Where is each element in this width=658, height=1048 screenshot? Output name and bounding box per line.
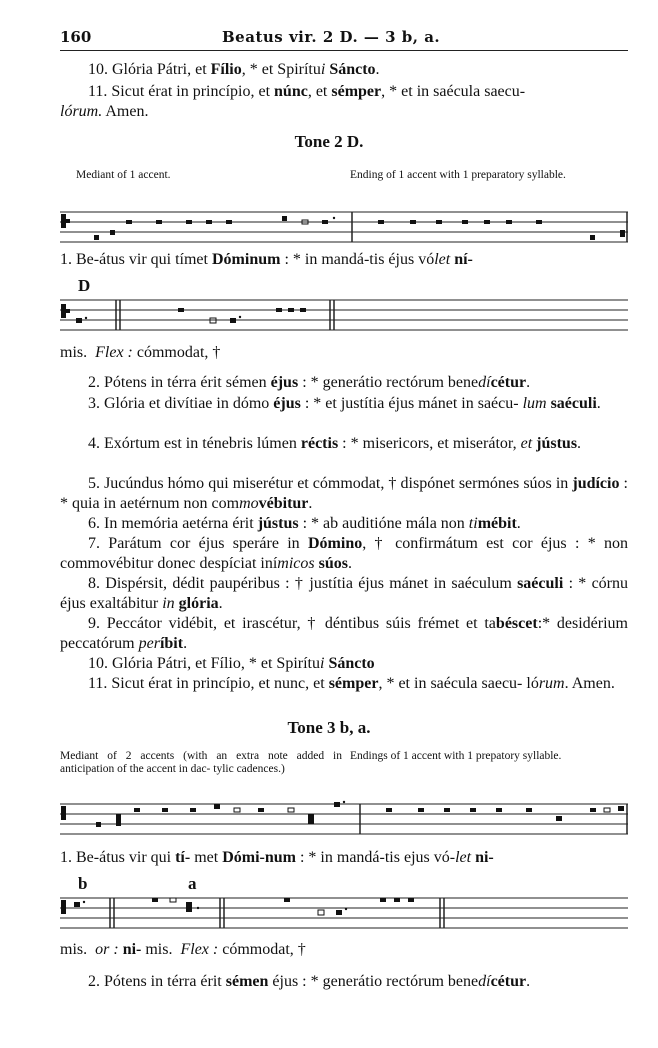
tone2-verse-4: 4. Exórtum est in ténebris lúmen réctis : * misericors, et miserátor, et jústus. bbox=[88, 435, 582, 452]
tone3-ending-label-b: b bbox=[78, 874, 88, 893]
tone3-staff-2 bbox=[60, 894, 628, 932]
tone2-verse-5: 5. Jucúndus hómo qui miserétur et cómmodat, † dispónet sermónes súos in judício : * quia in aetérnum non commovébitur. bbox=[60, 475, 628, 512]
tone2-mediant-note: Mediant of 1 accent. bbox=[76, 169, 171, 181]
tone2-verse-11: 11. Sicut érat in princípio, et nunc, et sémper, * et in saécula saecu- lórum. Amen. bbox=[88, 675, 615, 692]
tone3-verse-2: 2. Pótens in térra érit sémen éjus : * generátio rectórum benedícétur. bbox=[88, 973, 531, 990]
tone2-example-line: 1. Be-átus vir qui tímet Dóminum : * in mandá-tis éjus vólet ní- bbox=[60, 251, 473, 268]
tone2-verse-10: 10. Glória Pátri, et Fílio, * et Spirítui Sáncto bbox=[88, 655, 375, 672]
tone2-title: Tone 2 D. bbox=[294, 132, 364, 151]
verse-11-intro: 11. Sicut érat in princípio, et núnc, et sémper, * et in saécula saecu- bbox=[88, 83, 526, 100]
tone2-flex-line: mis. Flex : cómmodat, † bbox=[60, 344, 221, 361]
tone3-title: Tone 3 b, a. bbox=[287, 718, 371, 737]
tone2-verse-3: 3. Glória et divítiae in dómo éjus : * et justítia éjus mánet in saécu- lum saéculi. bbox=[88, 395, 601, 412]
tone3-staff-1 bbox=[60, 800, 628, 838]
tone2-verse-2: 2. Pótens in térra érit sémen éjus : * generátio rectórum benedícétur. bbox=[88, 374, 531, 391]
tone2-staff-1 bbox=[60, 210, 628, 246]
tone3-example-line: 1. Be-átus vir qui tí- met Dómi-num : * in mandá-tis ejus vó-let ni- bbox=[60, 849, 494, 866]
tone2-verse-9: 9. Peccátor vidébit, et irascétur, † déntibus súis frémet et tabéscet:* desidérium peccatórum períbit. bbox=[60, 615, 628, 652]
tone2-ending-note: Ending of 1 accent with 1 preparatory syllable. bbox=[350, 169, 566, 181]
tone2-staff-2 bbox=[60, 298, 628, 334]
verse-10-intro: 10. Glória Pátri, et Fílio, * et Spirítui Sáncto. bbox=[88, 61, 380, 78]
tone3-mediant-note: Mediant of 2 accents (with an extra note added in anticipation of the accent in dac- tylic cadences.) bbox=[60, 750, 342, 775]
tone3-ending-label-a: a bbox=[188, 874, 197, 893]
tone2-verse-7: 7. Parátum cor éjus speráre in Dómino, † confirmátum est cor éjus : * non commovébitur donec despíciat inímicos súos. bbox=[60, 535, 629, 572]
tone2-verse-6: 6. In memória aetérna érit jústus : * ab auditióne mála non timébit. bbox=[88, 515, 521, 532]
tone3-flex-line: mis. or : ni- mis. Flex : cómmodat, † bbox=[60, 941, 306, 958]
page-number: 160 bbox=[60, 28, 92, 46]
running-title: Beatus vir. 2 D. — 3 b, a. bbox=[222, 28, 441, 46]
tone3-ending-note: Endings of 1 accent with 1 prepatory syllable. bbox=[350, 750, 562, 762]
tone2-ending-label: D bbox=[78, 276, 91, 295]
header-rule bbox=[60, 50, 628, 51]
tone2-verse-8: 8. Dispérsit, dédit paupéribus : † justítia éjus mánet in saéculum saéculi : * córnu éjus exaltábitur in glória. bbox=[60, 575, 629, 612]
verse-11-intro-cont: lórum. Amen. bbox=[60, 103, 149, 120]
